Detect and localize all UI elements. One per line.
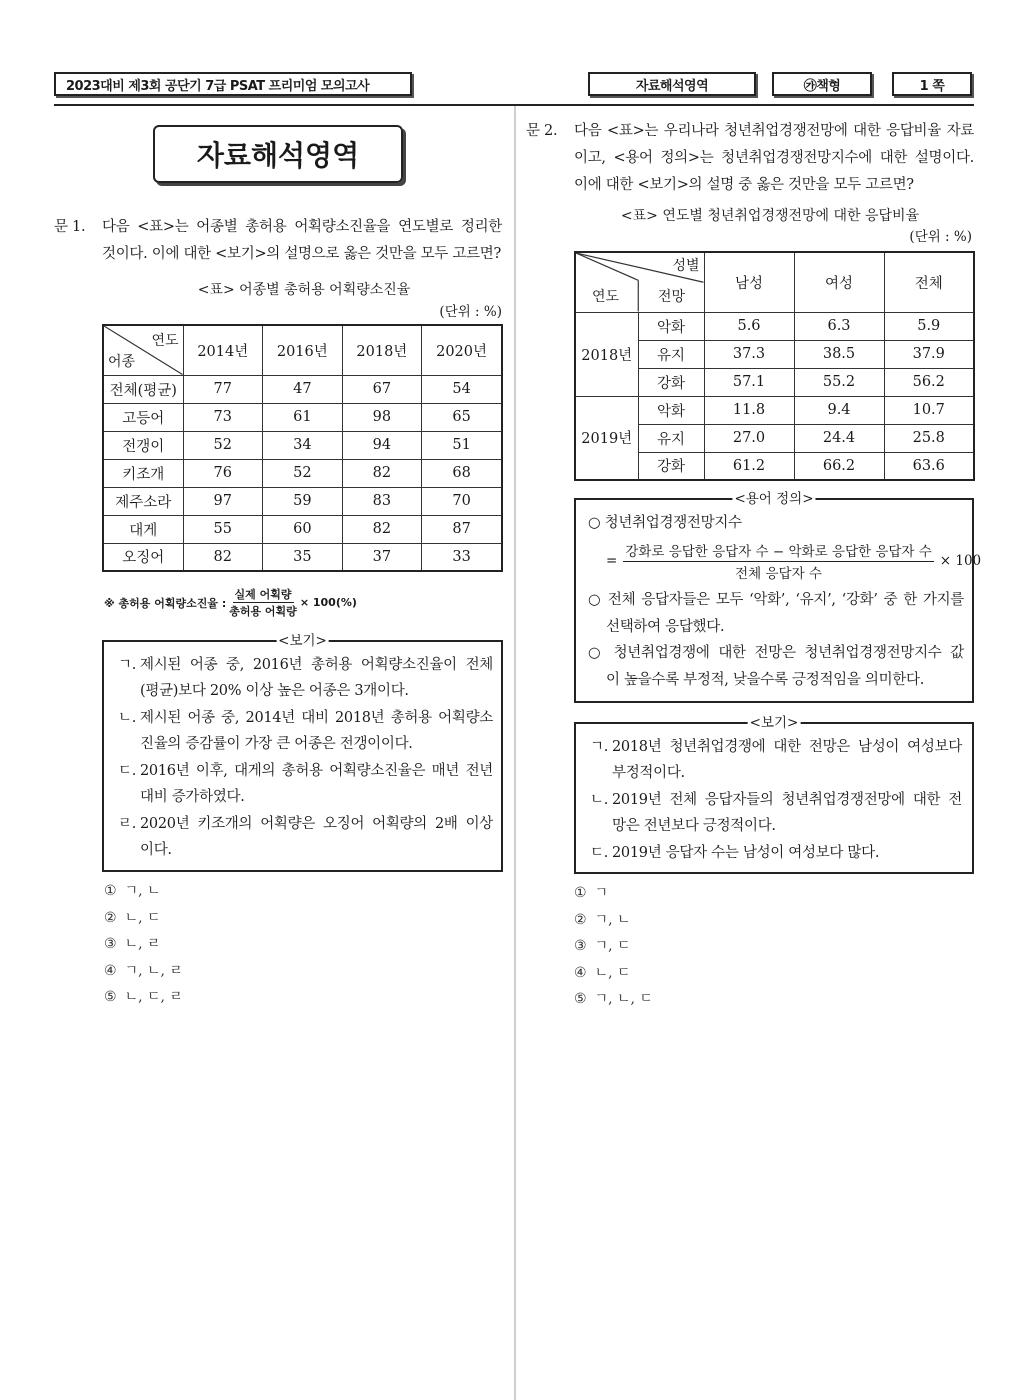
formula-fraction — [623, 540, 933, 582]
choice-text: ㄱ, ㄷ — [594, 938, 631, 954]
choice-2[interactable] — [104, 905, 183, 932]
column-divider — [514, 106, 516, 1400]
q1-bogi-box — [102, 633, 503, 872]
bogi-text: 진율의 증감률이 가장 큰 어종은 전갱이이다. — [140, 736, 413, 752]
question-2-line-2: 이고, <용어 정의>는 청년취업경쟁전망지수에 대한 설명이다. — [574, 150, 974, 166]
choice-text: ㄴ, ㄷ — [594, 964, 631, 981]
table-1-unit: (단위 : %) — [439, 304, 502, 320]
question-2-number: 문 2. — [526, 123, 558, 139]
bogi-marker: ㄹ. — [118, 816, 137, 832]
bogi-marker: ㄱ. — [590, 739, 609, 755]
question-1-line-1: 다음 <표>는 어종별 총허용 어획량소진율을 연도별로 정리한 — [102, 219, 502, 235]
definition-label: <용어 정의> — [734, 491, 814, 507]
cell: 57.1 — [704, 368, 794, 396]
bogi-marker: ㄷ. — [590, 845, 609, 861]
row-label: 키조개 — [103, 459, 183, 487]
row-label: 강화 — [638, 368, 704, 396]
bogi-marker: ㄷ. — [118, 763, 137, 779]
choice-text: ㄱ, ㄴ — [124, 883, 161, 899]
row-label: 강화 — [638, 452, 704, 480]
q2-bogi-box — [574, 715, 974, 874]
note-numerator: 실제 어획량 — [234, 588, 292, 601]
cell: 82 — [183, 543, 263, 571]
formula-denominator: 전체 응답자 수 — [735, 566, 822, 582]
table-row — [103, 543, 502, 571]
choice-text: ㄱ, ㄴ — [594, 911, 631, 928]
table-2-col-header: 전체 — [884, 252, 974, 312]
choice-number: ④ — [574, 964, 587, 981]
bogi-text: 2019년 응답자 수는 남성이 여성보다 많다. — [612, 845, 880, 861]
corner-top-label: 성별 — [672, 258, 700, 274]
cell: 82 — [342, 515, 422, 543]
cell: 25.8 — [884, 424, 974, 452]
cell: 98 — [342, 403, 422, 431]
definition-item-1: ○ 청년취업경쟁전망지수 — [588, 515, 742, 531]
table-row — [575, 396, 974, 424]
choice-4[interactable] — [574, 960, 653, 987]
row-label: 유지 — [638, 340, 704, 368]
choice-number: ⑤ — [104, 989, 117, 1005]
cell: 60 — [263, 515, 343, 543]
row-label: 제주소라 — [103, 487, 183, 515]
cell: 27.0 — [704, 424, 794, 452]
bogi-text: 2020년 키조개의 어획량은 오징어 어획량의 2배 이상 — [140, 816, 493, 832]
bogi-marker: ㄱ. — [118, 657, 137, 673]
definition-item-2 — [588, 587, 964, 640]
formula-equals: = — [606, 553, 618, 569]
bogi-text: 망은 전년보다 긍정적이다. — [612, 818, 776, 834]
question-1 — [54, 214, 504, 270]
table-row — [103, 487, 502, 515]
cell: 82 — [342, 459, 422, 487]
definition-item-3 — [588, 640, 964, 693]
cell: 24.4 — [794, 424, 884, 452]
bogi-text: 제시된 어종 중, 2014년 대비 2018년 총허용 어획량소 — [140, 710, 493, 726]
bogi-marker: ㄴ. — [590, 792, 609, 808]
choice-text: ㄱ, ㄴ, ㄹ — [124, 962, 183, 979]
cell: 61 — [263, 403, 343, 431]
table-1-caption: <표> 어종별 총허용 어획량소진율 — [197, 282, 411, 298]
cell: 83 — [342, 487, 422, 515]
cell: 94 — [342, 431, 422, 459]
table-1 — [102, 324, 503, 572]
cell: 63.6 — [884, 452, 974, 480]
choice-number: ① — [104, 883, 117, 899]
table-1-col-header: 2020년 — [422, 325, 502, 375]
table-2-unit: (단위 : %) — [909, 229, 972, 245]
choice-number: ③ — [104, 936, 117, 952]
cell: 76 — [183, 459, 263, 487]
page-number: 1 쪽 — [892, 72, 972, 96]
table-row — [575, 312, 974, 340]
choice-2[interactable] — [574, 907, 653, 934]
choice-number: ③ — [574, 938, 587, 954]
cell: 65 — [422, 403, 502, 431]
table-row — [103, 515, 502, 543]
q1-choices — [104, 878, 183, 1011]
page-title: 자료해석영역 — [153, 125, 403, 183]
choice-text: ㄱ, ㄴ, ㄷ — [594, 991, 653, 1007]
cell: 37.9 — [884, 340, 974, 368]
bogi-label: <보기> — [278, 633, 327, 649]
cell: 73 — [183, 403, 263, 431]
formula-numerator: 강화로 응답한 응답자 수 − 악화로 응답한 응답자 수 — [623, 540, 933, 562]
table-2-col-header: 여성 — [794, 252, 884, 312]
cell: 51 — [422, 431, 502, 459]
cell: 70 — [422, 487, 502, 515]
year-label: 2019년 — [575, 396, 638, 480]
exam-title: 2023대비 제3회 공단기 7급 PSAT 프리미엄 모의고사 — [54, 72, 412, 96]
bogi-text: 이다. — [140, 842, 172, 858]
bogi-text: 2016년 이후, 대게의 총허용 어획량소진율은 매년 전년 — [140, 763, 493, 779]
section-label: 자료해석영역 — [588, 72, 756, 96]
bogi-text: 2018년 청년취업경쟁에 대한 전망은 남성이 여성보다 — [612, 739, 962, 755]
cell: 34 — [263, 431, 343, 459]
row-label: 대게 — [103, 515, 183, 543]
note-denominator: 총허용 어획량 — [229, 605, 297, 618]
table-2-col-header: 남성 — [704, 252, 794, 312]
choice-number: ② — [104, 909, 117, 926]
corner-mid-label: 전망 — [658, 288, 686, 305]
cell: 66.2 — [794, 452, 884, 480]
formula-suffix: × 100 — [939, 553, 982, 569]
question-2 — [526, 118, 976, 200]
cell: 68 — [422, 459, 502, 487]
cell: 35 — [263, 543, 343, 571]
cell: 37 — [342, 543, 422, 571]
cell: 10.7 — [884, 396, 974, 424]
cell: 5.9 — [884, 312, 974, 340]
table-2-corner — [575, 252, 704, 312]
bogi-marker: ㄴ. — [118, 710, 137, 726]
note-suffix: × 100(%) — [299, 596, 357, 609]
row-label: 전체(평균) — [103, 375, 183, 403]
row-label: 유지 — [638, 424, 704, 452]
question-1-number: 문 1. — [54, 219, 86, 235]
bogi-text: 부정적이다. — [612, 765, 685, 781]
bogi-text: 제시된 어종 중, 2016년 총허용 어획량소진율이 전체 — [140, 657, 493, 673]
cell: 52 — [183, 431, 263, 459]
cell: 55 — [183, 515, 263, 543]
choice-3[interactable] — [574, 933, 653, 960]
cell: 87 — [422, 515, 502, 543]
choice-number: ② — [574, 911, 587, 928]
cell: 77 — [183, 375, 263, 403]
choice-1[interactable] — [104, 878, 183, 905]
table-1-corner — [103, 325, 183, 375]
bogi-label: <보기> — [749, 715, 799, 731]
table-row — [103, 431, 502, 459]
choice-4[interactable] — [104, 958, 183, 985]
choice-3[interactable] — [104, 931, 183, 958]
bogi-text: (평균)보다 20% 이상 높은 어종은 3개이다. — [140, 683, 409, 699]
row-label: 오징어 — [103, 543, 183, 571]
table-1-col-header: 2014년 — [183, 325, 263, 375]
booklet-type: ㉮책형 — [772, 72, 872, 96]
choice-5[interactable] — [104, 984, 183, 1011]
question-2-line-1: 다음 <표>는 우리나라 청년취업경쟁전망에 대한 응답비율 자료 — [574, 123, 974, 139]
cell: 37.3 — [704, 340, 794, 368]
choice-number: ⑤ — [574, 991, 587, 1007]
definition-line: 선택하여 응답했다. — [606, 618, 725, 635]
cell: 38.5 — [794, 340, 884, 368]
table-1-col-header: 2016년 — [263, 325, 343, 375]
choice-text: ㄴ, ㄷ, ㄹ — [124, 989, 183, 1005]
cell: 11.8 — [704, 396, 794, 424]
formula-note — [104, 586, 357, 619]
cell: 5.6 — [704, 312, 794, 340]
cell: 54 — [422, 375, 502, 403]
row-label: 전갱이 — [103, 431, 183, 459]
cell: 67 — [342, 375, 422, 403]
question-1-line-2: 것이다. 이에 대한 <보기>의 설명으로 옳은 것만을 모두 고르면? — [102, 246, 501, 262]
definition-box — [574, 491, 974, 703]
corner-bottom-label: 어종 — [108, 353, 136, 370]
table-row — [103, 403, 502, 431]
bogi-text: 대비 증가하였다. — [140, 789, 245, 805]
definition-line: ○ 전체 응답자들은 모두 ‘악화’, ‘유지’, ‘강화’ 중 한 가지를 — [588, 592, 964, 608]
table-row — [103, 375, 502, 403]
table-2 — [574, 251, 975, 481]
choice-text: ㄴ, ㄷ — [124, 909, 161, 926]
choice-text: ㄴ, ㄹ — [124, 936, 161, 952]
choice-text: ㄱ — [594, 885, 609, 901]
definition-line: 이 높을수록 부정적, 낮을수록 긍정적임을 의미한다. — [606, 671, 925, 688]
index-formula — [606, 540, 981, 582]
cell: 47 — [263, 375, 343, 403]
choice-number: ① — [574, 885, 587, 901]
question-2-line-3: 이에 대한 <보기>의 설명 중 옳은 것만을 모두 고르면? — [574, 177, 914, 193]
cell: 59 — [263, 487, 343, 515]
cell: 56.2 — [884, 368, 974, 396]
choice-number: ④ — [104, 962, 117, 979]
note-prefix: ※ 총허용 어획량소진율 : — [104, 596, 227, 610]
cell: 55.2 — [794, 368, 884, 396]
note-fraction — [229, 586, 297, 619]
corner-top-label: 연도 — [151, 333, 179, 349]
row-label: 악화 — [638, 396, 704, 424]
corner-left-label: 연도 — [592, 288, 620, 305]
year-label: 2018년 — [575, 312, 638, 396]
choice-5[interactable] — [574, 986, 653, 1013]
choice-1[interactable] — [574, 880, 653, 907]
bogi-text: 2019년 전체 응답자들의 청년취업경쟁전망에 대한 전 — [612, 792, 962, 808]
cell: 9.4 — [794, 396, 884, 424]
row-label: 악화 — [638, 312, 704, 340]
table-row — [103, 459, 502, 487]
cell: 61.2 — [704, 452, 794, 480]
cell: 33 — [422, 543, 502, 571]
cell: 97 — [183, 487, 263, 515]
definition-line: ○ 청년취업경쟁에 대한 전망은 청년취업경쟁전망지수 값 — [588, 645, 964, 661]
cell: 52 — [263, 459, 343, 487]
table-1-col-header: 2018년 — [342, 325, 422, 375]
table-2-caption: <표> 연도별 청년취업경쟁전망에 대한 응답비율 — [620, 208, 920, 224]
cell: 6.3 — [794, 312, 884, 340]
q2-choices — [574, 880, 653, 1013]
row-label: 고등어 — [103, 403, 183, 431]
